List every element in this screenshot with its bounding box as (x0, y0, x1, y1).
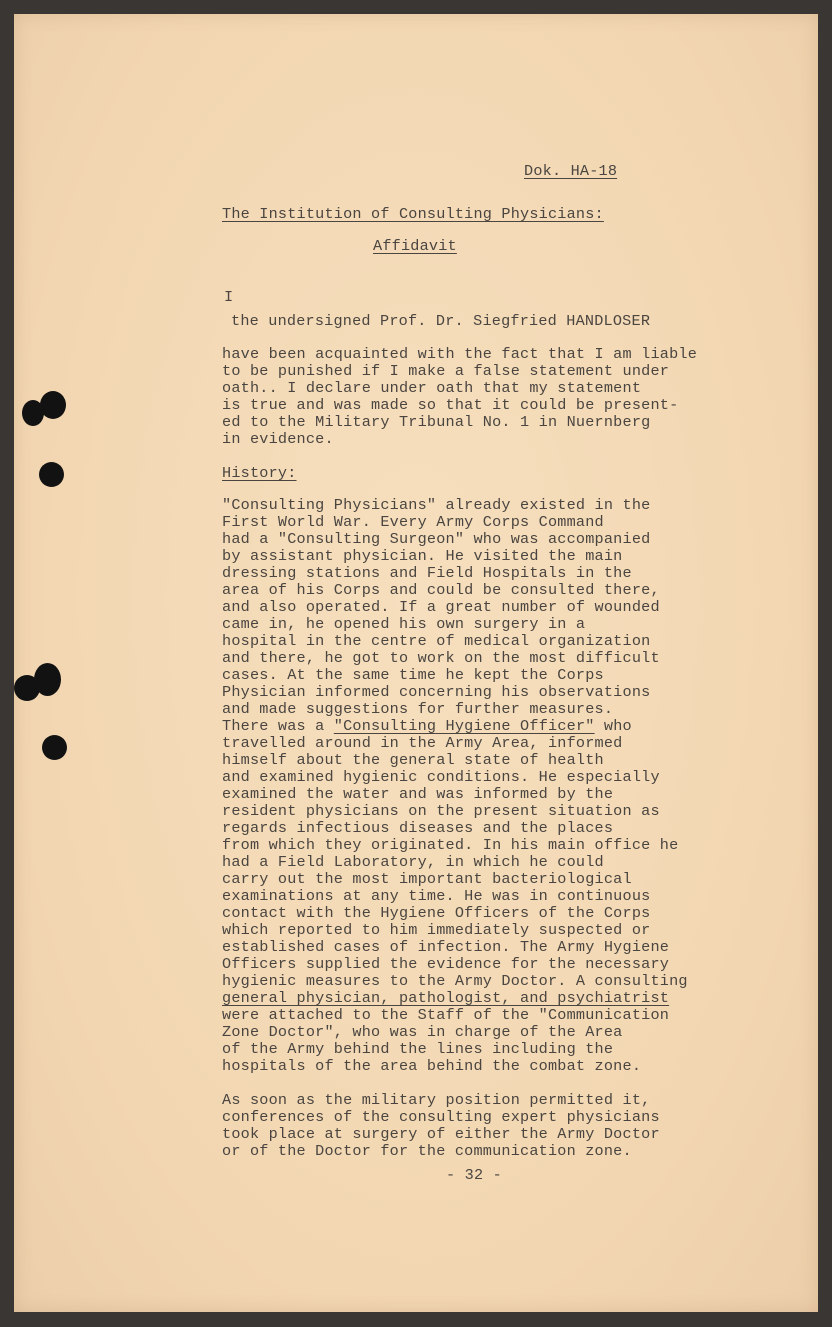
closing-line: took place at surgery of either the Army Doctor (222, 1125, 660, 1143)
document-title: The Institution of Consulting Physicians: (222, 205, 604, 223)
history-line: and there, he got to work on the most difficult (222, 649, 660, 667)
section-heading: History: (222, 464, 297, 482)
history-line: area of his Corps and could be consulted there, (222, 581, 660, 599)
history-line: hospitals of the area behind the combat zone. (222, 1057, 642, 1075)
history-line: by assistant physician. He visited the main (222, 547, 623, 565)
pronoun-line: I (224, 288, 234, 306)
history-line: regards infectious diseases and the places (222, 819, 614, 837)
history-line: were attached to the Staff of the "Communication (222, 1006, 670, 1024)
underlined-term: "Consulting Hygiene Officer" (333, 717, 595, 735)
punch-hole (34, 663, 61, 696)
history-line: "Consulting Physicians" already existed in the (222, 496, 651, 514)
punch-hole (42, 735, 67, 760)
declaration-line: is true and was made so that it could be present- (222, 396, 679, 414)
history-line: came in, he opened his own surgery in a (222, 615, 586, 633)
history-line: contact with the Hygiene Officers of the Corps (222, 904, 651, 922)
declaration-line: ed to the Military Tribunal No. 1 in Nuernberg (222, 413, 651, 431)
history-line: hospital in the centre of medical organization (222, 632, 651, 650)
history-line: established cases of infection. The Army Hygiene (222, 938, 670, 956)
history-line: from which they originated. In his main office he (222, 836, 679, 854)
history-line: which reported to him immediately suspected or (222, 921, 651, 939)
history-line: himself about the general state of health (222, 751, 604, 769)
history-line: and made suggestions for further measures. (222, 700, 614, 718)
history-line: and also operated. If a great number of wounded (222, 598, 660, 616)
history-line: First World War. Every Army Corps Command (222, 513, 604, 531)
history-line: examined the water and was informed by the (222, 785, 614, 803)
punch-hole (39, 462, 64, 487)
history-line-text: There was a (222, 717, 334, 735)
history-line: cases. At the same time he kept the Corps (222, 666, 604, 684)
declaration-line: oath.. I declare under oath that my statement (222, 379, 642, 397)
history-line: Zone Doctor", who was in charge of the Area (222, 1023, 623, 1041)
history-line: hygienic measures to the Army Doctor. A consulting (222, 972, 688, 990)
history-line: general physician, pathologist, and psychiatrist (222, 989, 670, 1007)
history-line-text: who (594, 717, 632, 735)
closing-line: As soon as the military position permitted it, (222, 1091, 651, 1109)
declaration-line: in evidence. (222, 430, 334, 448)
page-number: - 32 - (446, 1166, 502, 1184)
history-line: Physician informed concerning his observations (222, 683, 651, 701)
history-line: resident physicians on the present situation as (222, 802, 660, 820)
history-line (222, 718, 632, 735)
history-line: and examined hygienic conditions. He especially (222, 768, 660, 786)
history-line: had a "Consulting Surgeon" who was accompanied (222, 530, 651, 548)
closing-line: conferences of the consulting expert physicians (222, 1108, 660, 1126)
history-line: travelled around in the Army Area, informed (222, 734, 623, 752)
history-line: of the Army behind the lines including the (222, 1040, 614, 1058)
history-line: dressing stations and Field Hospitals in the (222, 564, 632, 582)
history-line: Officers supplied the evidence for the necessary (222, 955, 670, 973)
history-line: had a Field Laboratory, in which he could (222, 853, 604, 871)
document-number: Dok. HA-18 (524, 162, 618, 180)
declaration-line: to be punished if I make a false statement under (222, 362, 670, 380)
history-line: examinations at any time. He was in continuous (222, 887, 651, 905)
document-subtitle: Affidavit (373, 237, 457, 255)
declaration-line: have been acquainted with the fact that I am liable (222, 345, 698, 363)
signatory-line: the undersigned Prof. Dr. Siegfried HANDLOSER (231, 312, 651, 330)
punch-hole (40, 391, 66, 419)
closing-line: or of the Doctor for the communication zone. (222, 1142, 632, 1160)
history-line: carry out the most important bacteriological (222, 870, 632, 888)
